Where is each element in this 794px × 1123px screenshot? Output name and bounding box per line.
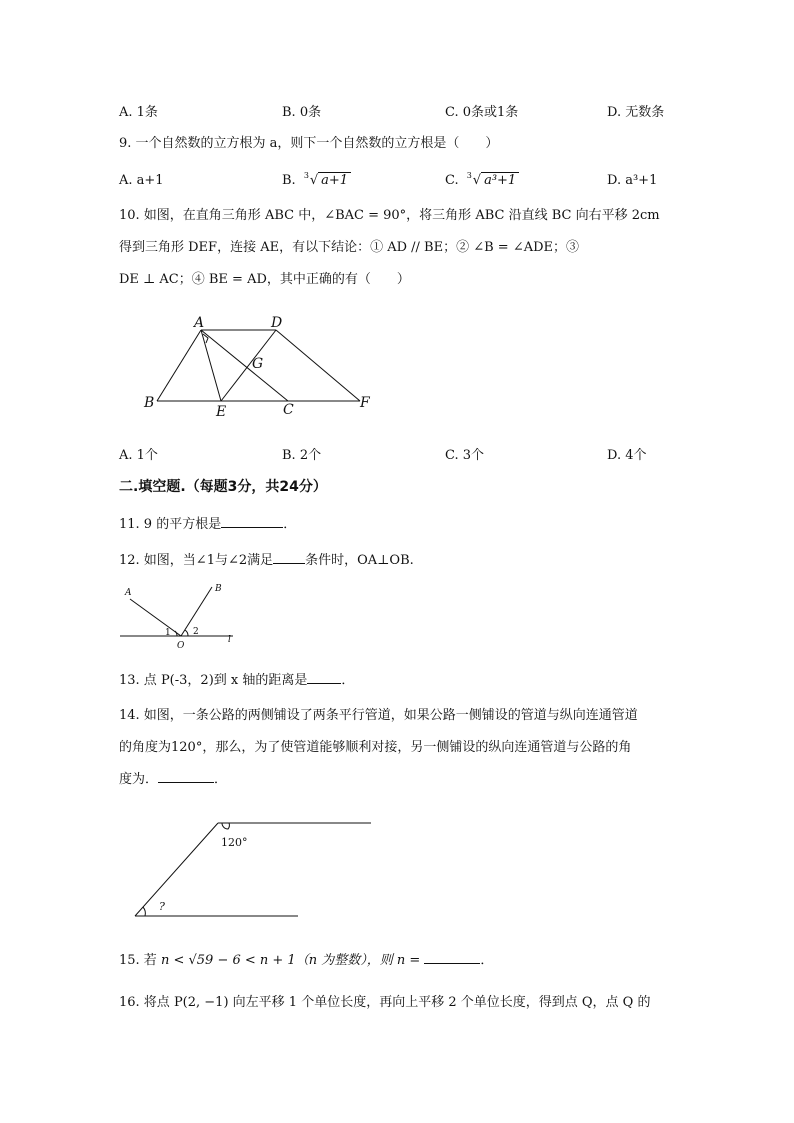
q12 bbox=[119, 551, 414, 570]
label-D: D bbox=[271, 315, 283, 331]
q10-option-a: A. 1个 bbox=[119, 448, 158, 463]
q13-stem: 13. 点 P(-3，2)到 x 轴的距离是 bbox=[119, 673, 308, 688]
q15-expr: n < √59 − 6 < n + 1（n 为整数），则 n = bbox=[160, 953, 421, 968]
label-A: A bbox=[125, 588, 132, 598]
q10-option-b: B. 2个 bbox=[282, 448, 322, 463]
q9-option-c bbox=[445, 172, 519, 190]
q9-option-d: D. a³+1 bbox=[607, 173, 658, 188]
q11 bbox=[119, 515, 296, 534]
q9-option-a: A. a+1 bbox=[119, 173, 164, 188]
label-angle-2: 2 bbox=[193, 627, 199, 637]
q14-blank bbox=[158, 770, 214, 783]
q14-line3: 度为． bbox=[119, 772, 159, 787]
q14-figure bbox=[125, 815, 380, 925]
q11-blank bbox=[221, 515, 283, 528]
q8-option-b: B. 0条 bbox=[282, 105, 322, 120]
label-angle-1: 1 bbox=[165, 628, 171, 638]
label-B: B bbox=[215, 584, 222, 594]
q12-blank bbox=[273, 551, 305, 564]
radicand: a³+1 bbox=[481, 172, 519, 188]
q13-blank bbox=[307, 671, 341, 684]
label-l: l bbox=[228, 635, 231, 645]
label-120: 120° bbox=[221, 836, 248, 849]
q9-stem: 9. 一个自然数的立方根为 a，则下一个自然数的立方根是（ ） bbox=[119, 136, 499, 151]
q12-stem: 12. 如图，当∠1与∠2满足 bbox=[119, 553, 274, 568]
label-G: G bbox=[252, 356, 264, 372]
q11-end: ． bbox=[283, 517, 297, 532]
q10-option-c: C. 3个 bbox=[445, 448, 485, 463]
q9-option-c-label: C. bbox=[445, 173, 459, 188]
q14-line1: 14. 如图，一条公路的两侧铺设了两条平行管道，如果公路一侧铺设的管道与纵向连通管道 bbox=[119, 708, 638, 723]
section-title: 二.填空题.（每题3分，共24分） bbox=[119, 479, 327, 495]
q15-end: ． bbox=[480, 953, 494, 968]
q13 bbox=[119, 671, 354, 690]
q11-stem: 11. 9 的平方根是 bbox=[119, 517, 222, 532]
label-A: A bbox=[194, 315, 205, 331]
q12-end: 条件时，OA⊥OB. bbox=[305, 553, 414, 568]
label-O: O bbox=[177, 641, 185, 650]
root-index: 3 bbox=[466, 171, 472, 180]
q8-option-a: A. 1条 bbox=[119, 105, 158, 120]
q8-option-d: D. 无数条 bbox=[607, 105, 665, 120]
q10-line3: DE ⊥ AC；④ BE = AD，其中正确的有（ ） bbox=[119, 272, 410, 287]
root-index: 3 bbox=[303, 171, 309, 180]
q9-option-b-radical: 3 √ a+1 bbox=[310, 172, 351, 190]
q15 bbox=[119, 951, 493, 970]
q14-line3-wrap bbox=[119, 770, 227, 789]
label-E: E bbox=[216, 404, 227, 420]
q9-option-b-label: B. bbox=[282, 173, 296, 188]
q9-option-b bbox=[282, 172, 351, 190]
label-question: ? bbox=[159, 900, 165, 913]
q10-option-d: D. 4个 bbox=[607, 448, 647, 463]
label-B: B bbox=[144, 395, 155, 411]
q10-line2: 得到三角形 DEF，连接 AE，有以下结论：① AD // BE；② ∠B = ∠ADE；③ bbox=[119, 240, 580, 255]
q16-line1: 16. 将点 P(2, −1) 向左平移 1 个单位长度，再向上平移 2 个单位长度，得到点 Q，点 Q 的 bbox=[119, 995, 651, 1010]
q15-blank bbox=[424, 951, 480, 964]
q10-line1: 10. 如图，在直角三角形 ABC 中，∠BAC = 90°，将三角形 ABC 沿直线 BC 向右平移 2cm bbox=[119, 208, 660, 223]
q8-option-c: C. 0条或1条 bbox=[445, 105, 519, 120]
radicand: a+1 bbox=[318, 172, 351, 188]
q10-figure bbox=[140, 310, 380, 422]
q15-pre: 15. 若 bbox=[119, 953, 157, 968]
q12-figure bbox=[115, 580, 245, 650]
q14-line2: 的角度为120°，那么，为了使管道能够顺利对接，另一侧铺设的纵向连通管道与公路的角 bbox=[119, 740, 632, 755]
q14-end: ． bbox=[214, 772, 228, 787]
q13-end: ． bbox=[341, 673, 355, 688]
label-F: F bbox=[360, 395, 370, 411]
q9-option-c-radical: 3 √ a³+1 bbox=[473, 172, 519, 190]
label-C: C bbox=[283, 402, 294, 418]
